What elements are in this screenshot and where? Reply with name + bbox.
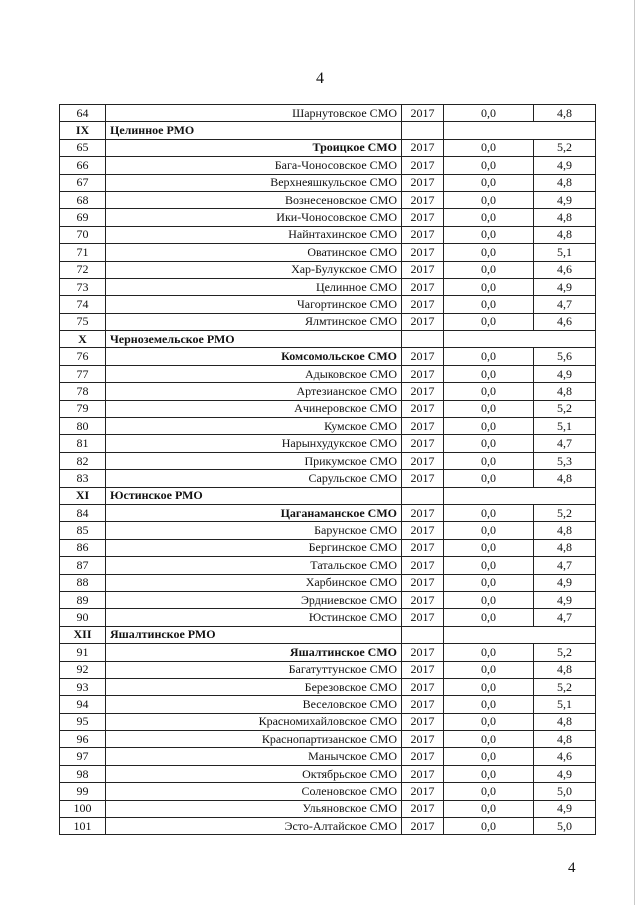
value-cell-2: 5,2 (534, 504, 596, 521)
value-cell-2: 4,7 (534, 609, 596, 626)
table-row (60, 174, 596, 191)
value-cell-1: 0,0 (444, 244, 534, 261)
row-number: 69 (60, 209, 106, 226)
value-cell-1: 0,0 (444, 661, 534, 678)
value-cell-2: 4,7 (534, 435, 596, 452)
year-cell: 2017 (402, 226, 444, 243)
row-number: 80 (60, 418, 106, 435)
table-row (60, 261, 596, 278)
section-number: IX (60, 122, 106, 139)
municipality-name: Бергинское СМО (106, 539, 402, 556)
table-row (60, 470, 596, 487)
year-cell: 2017 (402, 209, 444, 226)
year-cell: 2017 (402, 522, 444, 539)
year-cell: 2017 (402, 696, 444, 713)
municipality-name: Харбинское СМО (106, 574, 402, 591)
table-row (60, 644, 596, 661)
row-number: 91 (60, 644, 106, 661)
municipality-name: Багатуттунское СМО (106, 661, 402, 678)
value-cell-1: 0,0 (444, 174, 534, 191)
municipality-name: Ялмтинское СМО (106, 313, 402, 330)
table-row (60, 139, 596, 156)
row-number: 76 (60, 348, 106, 365)
table-row (60, 244, 596, 261)
value-cell-1: 0,0 (444, 818, 534, 835)
row-number: 73 (60, 278, 106, 295)
row-number: 101 (60, 818, 106, 835)
year-cell: 2017 (402, 661, 444, 678)
section-row (60, 626, 596, 643)
value-cell-2: 4,8 (534, 174, 596, 191)
table-row (60, 818, 596, 835)
value-cell-2: 4,8 (534, 731, 596, 748)
empty-cell (444, 487, 596, 504)
table-row (60, 209, 596, 226)
year-cell: 2017 (402, 557, 444, 574)
value-cell-2: 5,0 (534, 818, 596, 835)
value-cell-2: 4,8 (534, 209, 596, 226)
value-cell-1: 0,0 (444, 191, 534, 208)
municipality-name: Цаганаманское СМО (106, 504, 402, 521)
value-cell-2: 4,9 (534, 278, 596, 295)
row-number: 99 (60, 783, 106, 800)
row-number: 100 (60, 800, 106, 817)
value-cell-2: 5,2 (534, 678, 596, 695)
section-title: Юстинское РМО (106, 487, 402, 504)
value-cell-1: 0,0 (444, 296, 534, 313)
year-cell: 2017 (402, 591, 444, 608)
value-cell-1: 0,0 (444, 696, 534, 713)
municipality-name: Чагортинское СМО (106, 296, 402, 313)
year-cell: 2017 (402, 174, 444, 191)
value-cell-1: 0,0 (444, 348, 534, 365)
value-cell-1: 0,0 (444, 713, 534, 730)
value-cell-1: 0,0 (444, 783, 534, 800)
table-row (60, 713, 596, 730)
municipality-name: Оватинское СМО (106, 244, 402, 261)
row-number: 98 (60, 765, 106, 782)
row-number: 88 (60, 574, 106, 591)
municipality-name: Барунское СМО (106, 522, 402, 539)
row-number: 81 (60, 435, 106, 452)
year-cell: 2017 (402, 504, 444, 521)
value-cell-2: 4,6 (534, 748, 596, 765)
value-cell-1: 0,0 (444, 748, 534, 765)
table-row (60, 765, 596, 782)
empty-cell (444, 626, 596, 643)
value-cell-1: 0,0 (444, 591, 534, 608)
table-row (60, 557, 596, 574)
value-cell-2: 4,8 (534, 539, 596, 556)
year-cell: 2017 (402, 644, 444, 661)
section-number: XII (60, 626, 106, 643)
value-cell-2: 4,7 (534, 296, 596, 313)
table-row (60, 313, 596, 330)
value-cell-2: 5,6 (534, 348, 596, 365)
municipality-name: Комсомольское СМО (106, 348, 402, 365)
row-number: 92 (60, 661, 106, 678)
year-cell: 2017 (402, 783, 444, 800)
municipality-name: Красномихайловское СМО (106, 713, 402, 730)
table-row (60, 522, 596, 539)
value-cell-1: 0,0 (444, 522, 534, 539)
value-cell-1: 0,0 (444, 435, 534, 452)
value-cell-2: 4,9 (534, 574, 596, 591)
value-cell-2: 4,8 (534, 226, 596, 243)
value-cell-2: 4,8 (534, 470, 596, 487)
municipality-name: Целинное СМО (106, 278, 402, 295)
municipality-name: Ульяновское СМО (106, 800, 402, 817)
row-number: 93 (60, 678, 106, 695)
year-cell: 2017 (402, 139, 444, 156)
municipality-name: Татальское СМО (106, 557, 402, 574)
table-row (60, 591, 596, 608)
row-number: 71 (60, 244, 106, 261)
year-cell: 2017 (402, 539, 444, 556)
year-cell: 2017 (402, 383, 444, 400)
value-cell-1: 0,0 (444, 470, 534, 487)
row-number: 82 (60, 452, 106, 469)
value-cell-1: 0,0 (444, 452, 534, 469)
municipality-name: Шарнутовское СМО (106, 105, 402, 122)
table-row (60, 278, 596, 295)
table-row (60, 435, 596, 452)
year-cell: 2017 (402, 748, 444, 765)
municipality-name: Бага-Чоносовское СМО (106, 157, 402, 174)
value-cell-2: 4,9 (534, 765, 596, 782)
year-cell: 2017 (402, 348, 444, 365)
value-cell-2: 4,8 (534, 713, 596, 730)
value-cell-2: 4,8 (534, 522, 596, 539)
value-cell-2: 4,8 (534, 105, 596, 122)
municipality-name: Юстинское СМО (106, 609, 402, 626)
section-title: Черноземельское РМО (106, 331, 402, 348)
value-cell-1: 0,0 (444, 574, 534, 591)
municipality-name: Ачинеровское СМО (106, 400, 402, 417)
table-body (60, 105, 596, 835)
value-cell-1: 0,0 (444, 261, 534, 278)
value-cell-2: 4,7 (534, 557, 596, 574)
year-cell: 2017 (402, 713, 444, 730)
table-row (60, 400, 596, 417)
municipality-name: Хар-Булукское СМО (106, 261, 402, 278)
year-cell: 2017 (402, 400, 444, 417)
value-cell-2: 4,8 (534, 661, 596, 678)
row-number: 83 (60, 470, 106, 487)
value-cell-1: 0,0 (444, 644, 534, 661)
page-number-top: 4 (316, 70, 324, 87)
section-number: XI (60, 487, 106, 504)
table-row (60, 157, 596, 174)
table-row (60, 504, 596, 521)
year-cell: 2017 (402, 365, 444, 382)
value-cell-1: 0,0 (444, 609, 534, 626)
table-row (60, 696, 596, 713)
section-title: Целинное РМО (106, 122, 402, 139)
municipality-name: Прикумское СМО (106, 452, 402, 469)
table-row (60, 383, 596, 400)
row-number: 97 (60, 748, 106, 765)
value-cell-2: 4,6 (534, 261, 596, 278)
value-cell-1: 0,0 (444, 731, 534, 748)
table-row (60, 661, 596, 678)
row-number: 65 (60, 139, 106, 156)
year-cell: 2017 (402, 609, 444, 626)
value-cell-2: 5,1 (534, 696, 596, 713)
year-cell: 2017 (402, 244, 444, 261)
municipality-name: Веселовское СМО (106, 696, 402, 713)
table-row (60, 226, 596, 243)
year-cell: 2017 (402, 452, 444, 469)
year-cell: 2017 (402, 278, 444, 295)
table-row (60, 365, 596, 382)
row-number: 67 (60, 174, 106, 191)
table-row (60, 191, 596, 208)
empty-cell (444, 331, 596, 348)
year-cell: 2017 (402, 818, 444, 835)
year-cell: 2017 (402, 800, 444, 817)
table-row (60, 105, 596, 122)
value-cell-2: 4,8 (534, 383, 596, 400)
year-cell: 2017 (402, 261, 444, 278)
municipality-name: Соленовское СМО (106, 783, 402, 800)
table-row (60, 800, 596, 817)
year-cell: 2017 (402, 191, 444, 208)
year-cell: 2017 (402, 678, 444, 695)
empty-cell (402, 331, 444, 348)
value-cell-1: 0,0 (444, 278, 534, 295)
value-cell-1: 0,0 (444, 226, 534, 243)
municipality-name: Краснопартизанское СМО (106, 731, 402, 748)
year-cell: 2017 (402, 574, 444, 591)
table-row (60, 783, 596, 800)
value-cell-1: 0,0 (444, 539, 534, 556)
value-cell-2: 4,6 (534, 313, 596, 330)
municipality-name: Нарынхудукское СМО (106, 435, 402, 452)
empty-cell (402, 626, 444, 643)
municipality-name: Адыковское СМО (106, 365, 402, 382)
table-row (60, 574, 596, 591)
municipality-name: Октябрьское СМО (106, 765, 402, 782)
value-cell-1: 0,0 (444, 105, 534, 122)
row-number: 78 (60, 383, 106, 400)
section-row (60, 331, 596, 348)
value-cell-2: 4,9 (534, 800, 596, 817)
table-row (60, 296, 596, 313)
row-number: 64 (60, 105, 106, 122)
section-row (60, 122, 596, 139)
row-number: 86 (60, 539, 106, 556)
municipality-name: Троицкое СМО (106, 139, 402, 156)
value-cell-1: 0,0 (444, 383, 534, 400)
municipality-name: Манычское СМО (106, 748, 402, 765)
row-number: 85 (60, 522, 106, 539)
section-row (60, 487, 596, 504)
value-cell-2: 5,1 (534, 418, 596, 435)
row-number: 96 (60, 731, 106, 748)
municipality-name: Вознесеновское СМО (106, 191, 402, 208)
row-number: 66 (60, 157, 106, 174)
value-cell-1: 0,0 (444, 678, 534, 695)
row-number: 90 (60, 609, 106, 626)
table-row (60, 748, 596, 765)
value-cell-1: 0,0 (444, 504, 534, 521)
value-cell-1: 0,0 (444, 418, 534, 435)
empty-cell (444, 122, 596, 139)
year-cell: 2017 (402, 435, 444, 452)
value-cell-1: 0,0 (444, 800, 534, 817)
value-cell-1: 0,0 (444, 400, 534, 417)
page-edge-line (634, 0, 635, 905)
row-number: 72 (60, 261, 106, 278)
value-cell-2: 5,2 (534, 644, 596, 661)
table-row (60, 731, 596, 748)
value-cell-2: 4,9 (534, 365, 596, 382)
section-number: X (60, 331, 106, 348)
table-row (60, 678, 596, 695)
year-cell: 2017 (402, 765, 444, 782)
table-row (60, 418, 596, 435)
municipality-name: Кумское СМО (106, 418, 402, 435)
row-number: 89 (60, 591, 106, 608)
empty-cell (402, 122, 444, 139)
page-number-bottom: 4 (568, 860, 576, 876)
table-row (60, 539, 596, 556)
year-cell: 2017 (402, 731, 444, 748)
table-row (60, 609, 596, 626)
value-cell-2: 5,2 (534, 400, 596, 417)
value-cell-1: 0,0 (444, 209, 534, 226)
row-number: 68 (60, 191, 106, 208)
row-number: 87 (60, 557, 106, 574)
year-cell: 2017 (402, 418, 444, 435)
municipality-name: Верхнеяшкульское СМО (106, 174, 402, 191)
municipality-name: Ики-Чоносовское СМО (106, 209, 402, 226)
table-row (60, 452, 596, 469)
row-number: 94 (60, 696, 106, 713)
value-cell-2: 4,9 (534, 191, 596, 208)
value-cell-2: 5,2 (534, 139, 596, 156)
municipality-table (59, 104, 596, 835)
row-number: 75 (60, 313, 106, 330)
row-number: 95 (60, 713, 106, 730)
year-cell: 2017 (402, 105, 444, 122)
value-cell-1: 0,0 (444, 365, 534, 382)
value-cell-2: 4,9 (534, 157, 596, 174)
year-cell: 2017 (402, 157, 444, 174)
value-cell-2: 5,0 (534, 783, 596, 800)
row-number: 79 (60, 400, 106, 417)
value-cell-1: 0,0 (444, 139, 534, 156)
table-row (60, 348, 596, 365)
value-cell-1: 0,0 (444, 157, 534, 174)
year-cell: 2017 (402, 296, 444, 313)
value-cell-2: 4,9 (534, 591, 596, 608)
municipality-name: Эсто-Алтайское СМО (106, 818, 402, 835)
value-cell-2: 5,3 (534, 452, 596, 469)
row-number: 84 (60, 504, 106, 521)
value-cell-2: 5,1 (534, 244, 596, 261)
row-number: 70 (60, 226, 106, 243)
row-number: 74 (60, 296, 106, 313)
municipality-name: Сарульское СМО (106, 470, 402, 487)
row-number: 77 (60, 365, 106, 382)
municipality-name: Эрдниевское СМО (106, 591, 402, 608)
value-cell-1: 0,0 (444, 313, 534, 330)
value-cell-1: 0,0 (444, 557, 534, 574)
empty-cell (402, 487, 444, 504)
municipality-name: Березовское СМО (106, 678, 402, 695)
municipality-name: Артезианское СМО (106, 383, 402, 400)
section-title: Яшалтинское РМО (106, 626, 402, 643)
year-cell: 2017 (402, 470, 444, 487)
value-cell-1: 0,0 (444, 765, 534, 782)
municipality-name: Яшалтинское СМО (106, 644, 402, 661)
year-cell: 2017 (402, 313, 444, 330)
municipality-name: Найнтахинское СМО (106, 226, 402, 243)
